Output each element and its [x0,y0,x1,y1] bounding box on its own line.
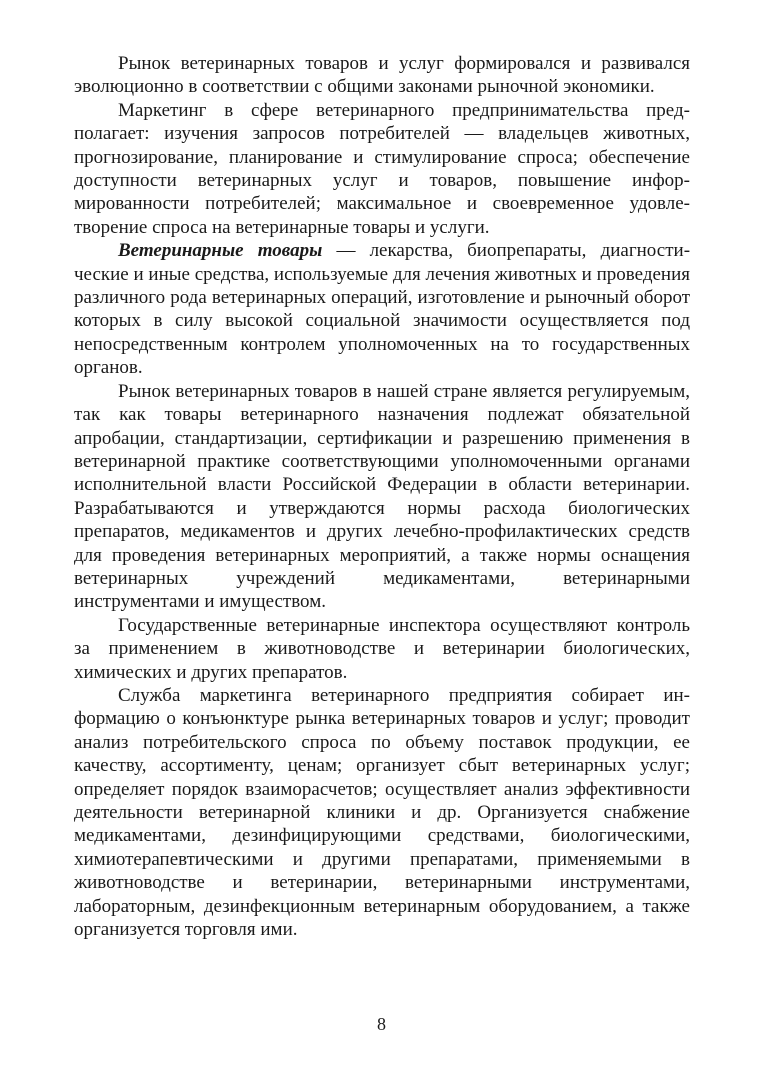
document-page [74,52,690,941]
paragraph-text: Государственные ветеринарные инспектора осуществляют контроль за применением в животноводстве и ветеринарии биологических, химических и других препаратов. [74,614,690,683]
paragraph-text: Маркетинг в сфере ветеринарного предпринимательства предполагает: изучения запросов потребителей — владельцев животных, прогнозирование, планирование и стимулирование спроса; обеспечение доступности ветеринарных услуг и товаров, повышение информированности потребителей; максимальное и своевременное удовлетворение спроса на ветеринарные товары и услуги. [74,99,690,238]
paragraph-vet-goods-definition [74,239,690,379]
paragraph-text: Служба маркетинга ветеринарного предприятия собирает информацию о конъюнктуре рынка ветеринарных товаров и услуг; проводит анализ потребительского спроса по объему поставок продукции, ее качеству, ассортименту, ценам; организует сбыт ветеринарных услуг; определяет порядок взаиморасчетов; осуществляет анализ эффективности деятельности ветеринарной клиники и др. Организуется снабжение медикаментами, дезинфицирующими средствами, биологическими, химиотерапевтическими и другими препаратами, применяемыми в животноводстве и ветеринарии, ветеринарными инструментами, лабораторным, дезинфекционным ветеринарным оборудованием, а также организуется торговля ими. [74,684,690,941]
paragraph-text: Рынок ветеринарных товаров в нашей стране является регулируемым, так как товары ветеринарного назначения подлежат обязательной апробации, стандартизации, сертификации и разрешению применения в ветеринарной практике соответствующими уполномоченными органами исполнительной власти Российской Федерации в области ветеринарии. Разрабатываются и утверждаются нормы расхода биологических препаратов, медикаментов и других лечебно-профилактических средств для проведения ветеринарных мероприятий, а также нормы оснащения ветеринарных учреждений медикаментами, ветеринарными инструментами и имуществом. [74,380,690,613]
paragraph-marketing-definition [74,99,690,239]
paragraph-regulated-market [74,380,690,614]
paragraph-marketing-service [74,684,690,941]
paragraph-market-evolution [74,52,690,99]
page-number: 8 [377,1014,386,1034]
defined-term: Ветеринарные товары [118,240,323,262]
paragraph-text: Рынок ветеринарных товаров и услуг формировался и развивался эволюционно в соответствии с общими законами рыночной экономики. [74,53,690,98]
paragraph-state-inspectors [74,614,690,684]
paragraph-text: — лекарства, биопрепараты, диагностические и иные средства, используемые для лечения животных и проведения различного рода ветеринарных операций, изготовление и рыночный оборот которых в силу высокой социальной значимости осуществляется под непосредственным контролем уполномоченных на то государственных органов. [74,240,691,379]
